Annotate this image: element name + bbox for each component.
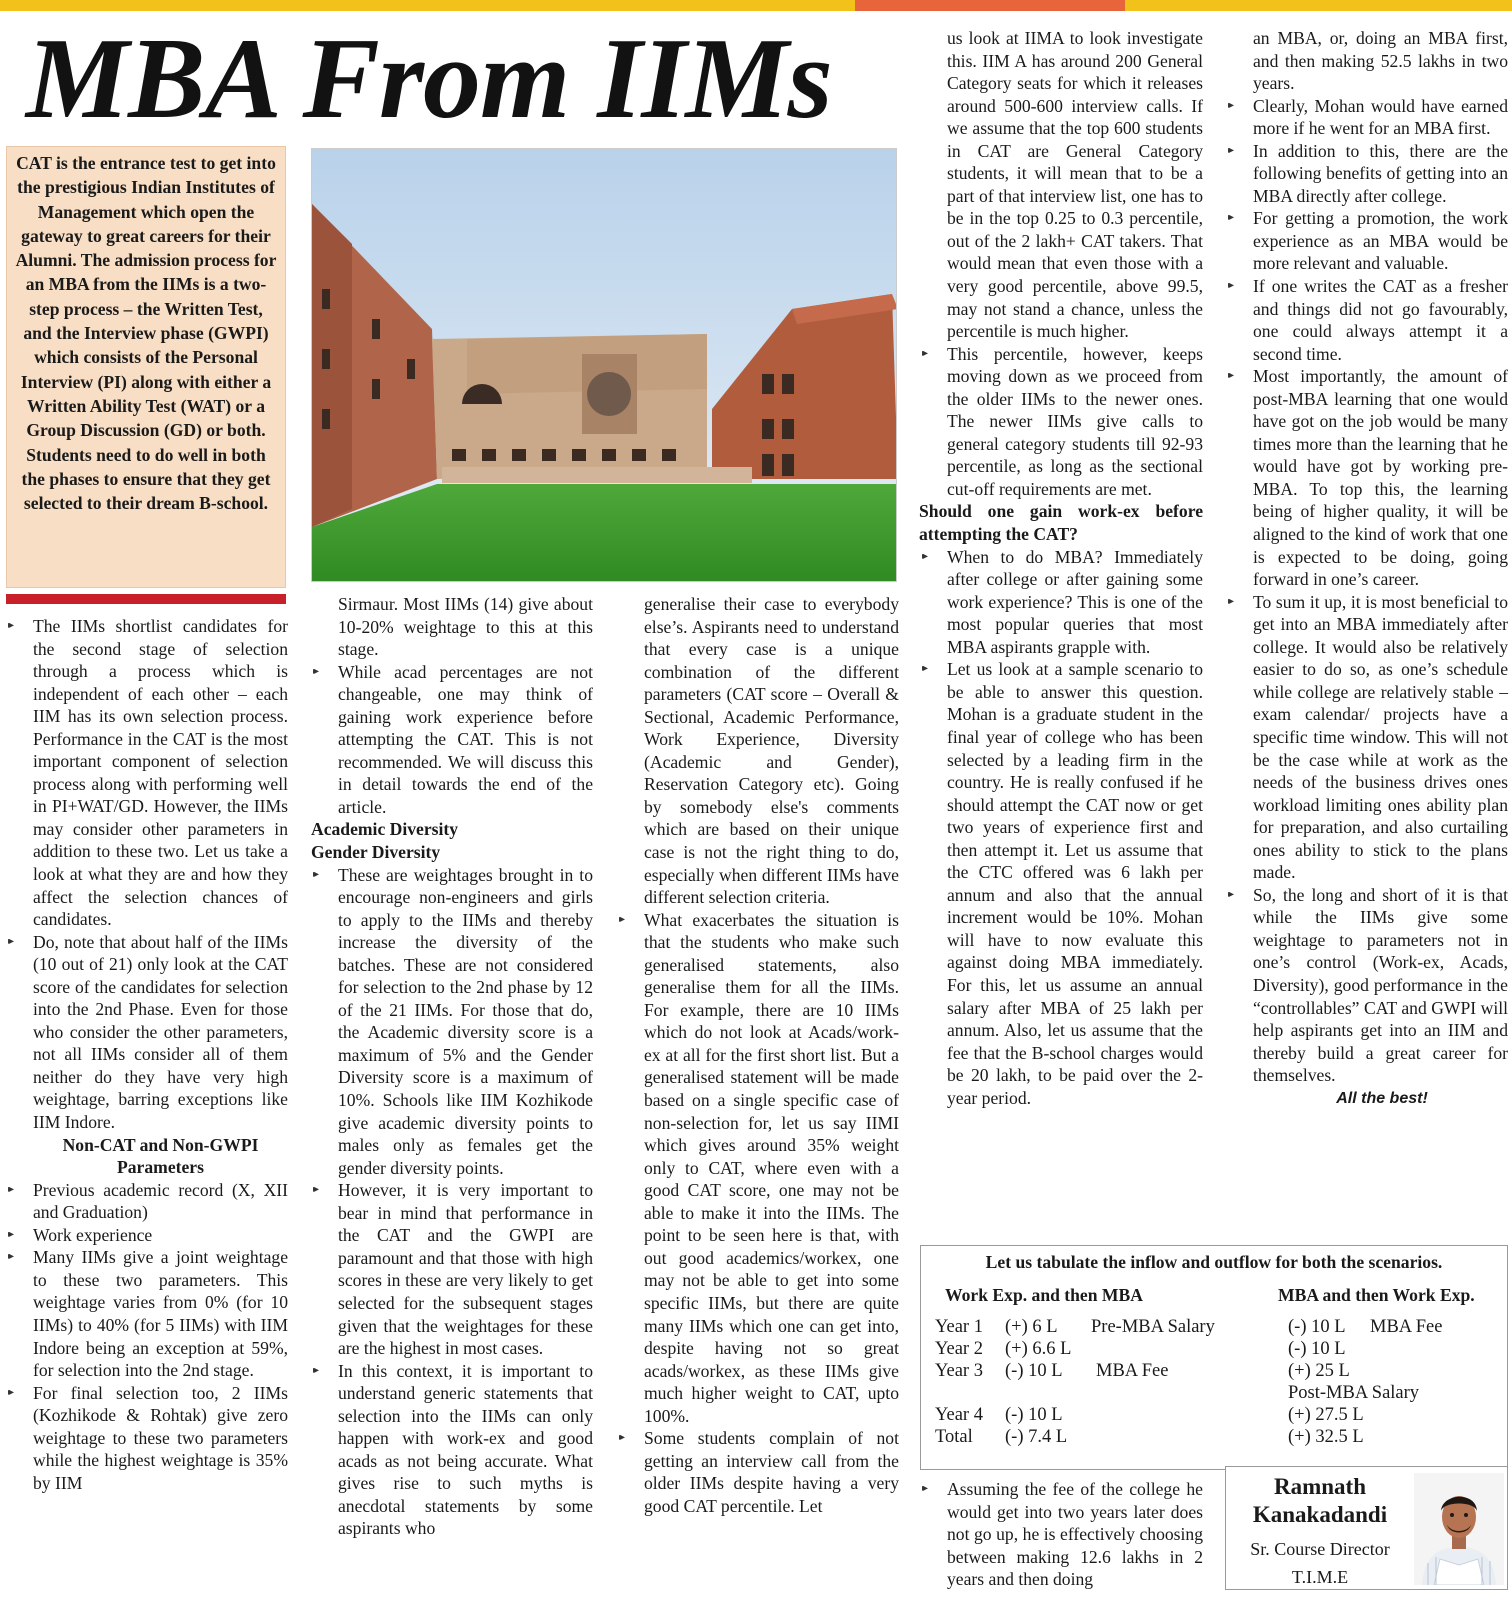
author-box: [1225, 1466, 1508, 1590]
paragraph: ▸▸ Assuming the fee of the college he would get into two years later does not go up, he is effectively choosing between making 12.6 lakhs in 2 years and then doing: [920, 1478, 1203, 1591]
paragraph: ▸▸ While acad percentages are not changeable, one may think of gaining work experience before attempting the CAT. This is not recommended. We will discuss this in detail towards the end of the article.: [311, 661, 593, 819]
paragraph: ▸▸ For getting a promotion, the work experience as an MBA would be more relevant and valuable.: [1226, 207, 1508, 275]
paragraph: ▸▸ Some students complain of not getting an interview call from the older IIMs despite having a very good CAT percentile. Let: [617, 1427, 899, 1517]
author-title: Sr. Course Director: [1250, 1539, 1390, 1559]
author-name: [1232, 1473, 1408, 1529]
paragraph: ▸▸ However, it is very important to bear in mind that performance in the CAT and the GWPI are paramount and that those with high scores in these are very likely to get selected for the subsequent stages given that the weightages for these are the highest in most cases.: [311, 1179, 593, 1359]
table-cell-right: (-) 10 L: [1288, 1317, 1346, 1337]
table-cell-left-note: MBA Fee: [1096, 1361, 1169, 1381]
table-cell-right: (+) 32.5 L: [1288, 1427, 1364, 1447]
table-cell-left: (+) 6.6 L: [1005, 1339, 1072, 1359]
paragraph: ▸▸ If one writes the CAT as a fresher and things did not go favourably, one could always attempt it a second time.: [1226, 275, 1508, 365]
section-heading: Academic Diversity: [311, 819, 459, 840]
paragraph: ▸▸ Do, note that about half of the IIMs (10 out of 21) only look at the CAT score of the candidates for selection into the 2nd Phase. Even for those who consider the other parameters, not all IIMs consider all of them neither do they have very high weightage, barring exceptions like IIM Indore.: [6, 931, 288, 1134]
paragraph: ▸▸ In addition to this, there are the following benefits of getting into an MBA directly after college.: [1226, 140, 1508, 208]
article-column-5: [1226, 27, 1508, 1111]
paragraph: ▸▸ These are weightages brought in to encourage non-engineers and girls to apply to the IIMs and thereby increase the diversity of the batches. These are not considered for selection to the 2nd phase by 12 of the 21 IIMs. For those that do, the Academic diversity score is a maximum of 5% and the Gender Diversity score is a maximum of 10%. Schools like IIM Kozhikode give academic diversity points to males only as females get the gender diversity points.: [311, 864, 593, 1180]
article-column-1: [6, 615, 288, 1494]
table-cell-year: Year 1: [935, 1317, 983, 1337]
table-cell-right: Post-MBA Salary: [1288, 1383, 1420, 1403]
table-heading-right: MBA and then Work Exp.: [1278, 1285, 1475, 1305]
top-color-band: [0, 0, 1512, 11]
table-cell-year: Total: [935, 1427, 973, 1447]
author-photo: [1414, 1473, 1504, 1585]
table-title: Let us tabulate the inflow and outflow for both the scenarios.: [985, 1252, 1443, 1272]
cashflow-table: [920, 1245, 1508, 1470]
red-divider: [6, 594, 286, 604]
paragraph: an MBA, or, doing an MBA first, and then making 52.5 lakhs in two years.: [1253, 28, 1508, 94]
paragraph: ▸▸ Clearly, Mohan would have earned more if he went for an MBA first.: [1226, 95, 1508, 140]
table-cell-year: Year 2: [935, 1339, 983, 1359]
author-org: T.I.M.E: [1291, 1567, 1349, 1587]
table-cell-right: (-) 10 L: [1288, 1339, 1346, 1359]
paragraph: Sirmaur. Most IIMs (14) give about 10-20% weightage to this at this stage.: [338, 594, 593, 660]
article-column-2: [311, 593, 593, 1540]
paragraph: ▸▸ The IIMs shortlist candidates for the second stage of selection through a process which is independent of each other – each IIM has its own selection process. Performance in the CAT is the most important component of selection process along with performing well in PI+WAT/GD. However, the IIMs may consider other parameters in addition to these two. Let us take a look at what they are and how they affect the selection chances of candidates.: [6, 615, 288, 931]
table-cell-left: (-) 7.4 L: [1005, 1427, 1068, 1447]
table-cell-left: (-) 10 L: [1005, 1361, 1063, 1381]
paragraph: ▸▸ To sum it up, it is most beneficial to get into an MBA immediately after college. It would also be relatively easier to do so, as one’s schedule while college are relatively stable – exam calendar/ projects have a specific time window. This will not be the case while at work as the needs of the business drives ones workload limiting ones ability plan for preparation, and also curtailing ones ability to stick to the plans made.: [1226, 591, 1508, 884]
paragraph: ▸▸ Work experience: [6, 1224, 288, 1247]
paragraph: ▸▸ Let us look at a sample scenario to be able to answer this question. Mohan is a graduate student in the final year of college who has been selected by a leading firm in the country. He is really confused if he should attempt the CAT now or get two years of experience first and then attempt it. Let us assume that the CTC offered was 6 lakh per annum and also that the annual increment would be 10%. Mohan will have to now evaluate this against doing MBA immediately. For this, let us assume an annual salary after MBA of 25 lakh per annum. Also, let us assume that the fee that the B-school charges would be 20 lakh, to be paid over the 2-year period.: [920, 658, 1203, 1109]
paragraph: ▸▸ Previous academic record (X, XII and Graduation): [6, 1179, 288, 1224]
paragraph: ▸▸ Most importantly, the amount of post-MBA learning that one would have got on the job would be many times more than the learning that he would have got by working pre-MBA. To top this, the learning being of higher quality, it will be aligned to the kind of work that one is expected to be doing, going forward in one’s career.: [1226, 365, 1508, 590]
article-column-4-continued: [920, 1478, 1203, 1591]
campus-photo: [311, 148, 897, 582]
paragraph: ▸▸ What exacerbates the situation is that the students who make such generalised statements, also generalise them for all the IIMs. For example, there are 10 IIMs which do not look at Acads/work-ex at all for the first short list. But a generalised statement will be made based on a single specific case of non-selection for, let us say IIMI which gives around 35% weight only to CAT, where even with a good CAT score, one may not be able to make it into the IIMs. The point to be seen here is that, with out good academics/workex, one may not be able to get into some specific IIMs, but there are quite many IIMs which one can get into, despite having not so great acads/workex, as these IIMs give much higher weight to CAT, upto 100%.: [617, 909, 899, 1428]
section-heading: Non-CAT and Non-GWPI Parameters: [62, 1134, 259, 1178]
article-column-3: [617, 593, 899, 1517]
paragraph: ▸▸ In this context, it is important to understand generic statements that selection into the IIMs can only happen with work-ex and good acads as not being accurate. What gives rise to such myths is anecdotal statements by some aspirants who: [311, 1360, 593, 1540]
table-cell-year: Year 4: [935, 1405, 983, 1425]
paragraph: ▸▸ Many IIMs give a joint weightage to these two parameters. This weightage varies from 0% (for 10 IIMs) to 40% (for 5 IIMs) with IIM Indore being an exception at 59%, for selection into the 2nd stage.: [6, 1246, 288, 1381]
closing-note: All the best!: [1336, 1089, 1428, 1107]
paragraph: ▸▸ When to do MBA? Immediately after college or after gaining some work experience? This is one of the most popular queries that most MBA aspirants grapple with.: [920, 546, 1203, 659]
intro-box: CAT is the entrance test to get into the prestigious Indian Institutes of Management which open the gateway to great careers for their Alumni. The admission process for an MBA from the IIMs is a two-step process – the Written Test, and the Interview phase (GWPI) which consists of the Personal Interview (PI) along with either a Written Ability Test (WAT) or a Group Discussion (GD) or both. Students need to do well in both the phases to ensure that they get selected to their dream B-school.: [6, 146, 286, 588]
paragraph: ▸▸ This percentile, however, keeps moving down as we proceed from the older IIMs to the newer ones. The newer IIMs give calls to general category students till 92-93 percentile, as long as the sectional cut-off requirements are met.: [920, 343, 1203, 501]
section-heading: Should one gain work-ex before attempting the CAT?: [919, 501, 1203, 545]
author-first-name: Ramnath: [1273, 1474, 1366, 1499]
article-column-4: [920, 27, 1203, 1109]
paragraph: ▸▸ For final selection too, 2 IIMs (Kozhikode & Rohtak) give zero weightage to these two parameters while the highest weightage is 35% by IIM: [6, 1382, 288, 1495]
headline: MBA From IIMs: [26, 15, 832, 143]
paragraph: generalise their case to everybody else’s. Aspirants need to understand that every case is a unique combination of the different parameters (CAT score – Overall & Sectional, Academic Performance, Work Experience, Diversity (Academic and Gender), Reservation Category etc). Going by somebody else's comments which are based on their unique case is not the right thing to do, especially when different IIMs have different selection criteria.: [644, 594, 899, 908]
table-cell-left: (+) 6 L: [1005, 1317, 1058, 1337]
section-heading: Gender Diversity: [311, 842, 441, 863]
table-cell-left: (-) 10 L: [1005, 1405, 1063, 1425]
table-cell-left-note: Pre-MBA Salary: [1091, 1317, 1215, 1337]
author-role: [1232, 1535, 1408, 1591]
top-band-accent: [855, 0, 1125, 11]
table-cell-right: (+) 25 L: [1288, 1361, 1350, 1381]
table-cell-right: (+) 27.5 L: [1288, 1405, 1364, 1425]
paragraph: ▸▸ So, the long and short of it is that while the IIMs give some weightage to parameters not in one’s control (Work-ex, Acads, Diversity), good performance in the “controllables” CAT and GWPI will help aspirants get into an IIM and thereby build a great career for themselves.: [1226, 884, 1508, 1087]
table-cell-year: Year 3: [935, 1361, 983, 1381]
paragraph: us look at IIMA to look investigate this. IIM A has around 200 General Category seats for which it releases around 500-600 interview calls. If we assume that the top 600 students in CAT are General Category students, it will mean that to be a part of that interview list, one has to be in the top 0.25 to 0.3 percentile, out of the 2 lakh+ CAT takers. That would mean that even those with a very good percentile, above 99.5, may not stand a chance, unless the percentile is much higher.: [947, 28, 1203, 342]
author-last-name: Kanakadandi: [1252, 1502, 1388, 1527]
table-cell-right-note: MBA Fee: [1370, 1317, 1443, 1337]
table-heading-left: Work Exp. and then MBA: [945, 1285, 1143, 1305]
